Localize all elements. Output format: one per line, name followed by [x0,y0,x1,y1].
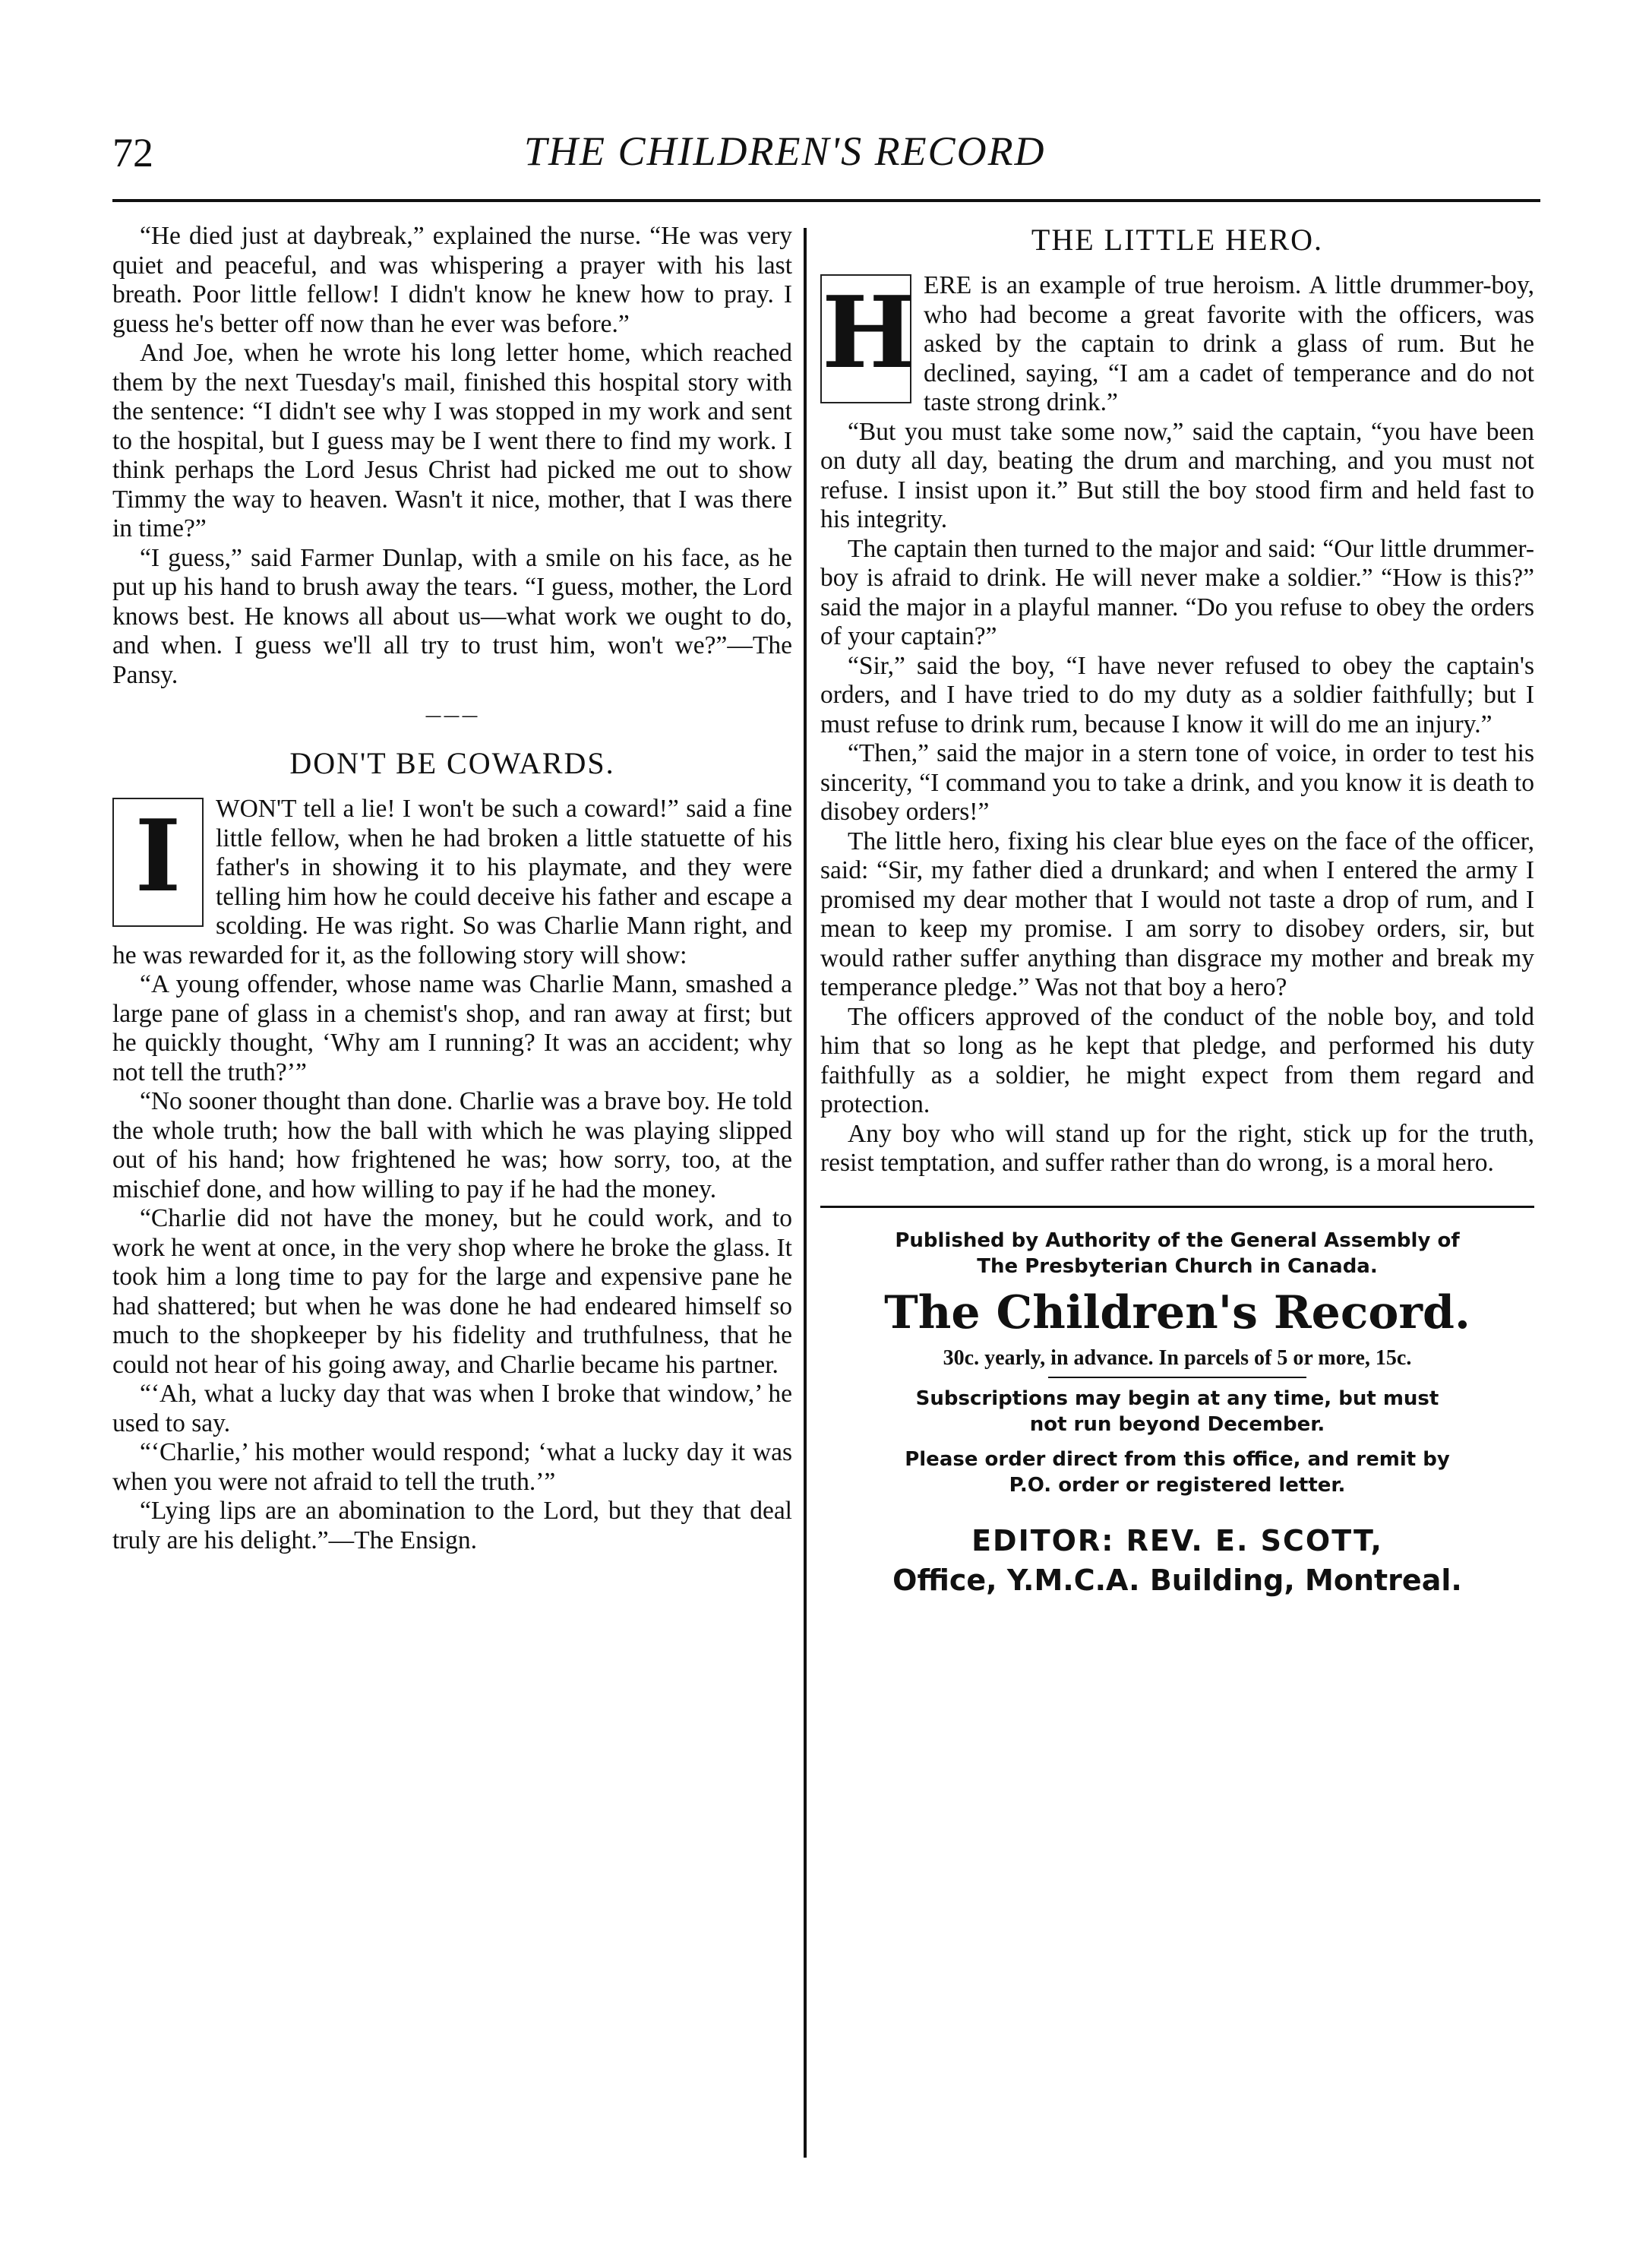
story2-paragraph-3: “No sooner thought than done. Charlie was a brave boy. He told the whole truth; how the ball with which he was playing slipped out of his hand; how frightened he was; how sorry, too, at the mischief done, and how willing to pay if he had the money. [112,1087,792,1203]
story3-paragraph-1: ERE is an example of true heroism. A little drummer-boy, who had become a great favorite with the officers, was asked by the captain to drink a glass of rum. But he declined, saying, “I am a cadet of temperance and do not taste strong drink.” [924,271,1534,416]
story-separator: ——— [425,707,480,726]
subscriptions-line-1: Subscriptions may begin at any time, but must [915,1387,1439,1410]
running-head: THE CHILDREN'S RECORD [524,128,1046,174]
story2-paragraph-6: “‘Charlie,’ his mother would respond; ‘what a lucky day it was when you were not afraid to tell the truth.’” [112,1438,792,1496]
story3-paragraph-7: The officers approved of the conduct of the noble boy, and told him that so long as he kept that pledge, and performed his duty faithfully as a soldier, he might expect from them regard and protection. [820,1002,1534,1118]
order-line-1: Please order direct from this office, and remit by [905,1447,1450,1471]
publisher-box [820,1228,1534,1600]
subscriptions-line-2: not run beyond December. [1029,1412,1325,1436]
story2-paragraph-2: “A young offender, whose name was Charlie Mann, smashed a large pane of glass in a chemist's shop, and ran away at first; but he quickly thought, ‘Why am I running? It was an accident; why not tell the truth?’” [112,970,792,1086]
story3-title: THE LITTLE HERO. [1031,223,1324,257]
story2-paragraph-7: “Lying lips are an abomination to the Lord, but they that deal truly are his delight.”—The Ensign. [112,1497,792,1554]
column-rule [804,228,807,2158]
order-line-2: P.O. order or registered letter. [1009,1473,1346,1497]
story2-dropcap [112,798,204,927]
publication-title: The Children's Record. [884,1285,1470,1339]
story3-paragraph-3: The captain then turned to the major and said: “Our little drummer-boy is afraid to drink. He will never make a soldier.” “How is this?” said the major in a playful manner. “Do you refuse to obey the orders of your captain?” [820,534,1534,650]
header-rule [112,199,1540,202]
publisher-line-1: Published by Authority of the General Assembly of [895,1228,1460,1252]
story3-paragraph-8: Any boy who will stand up for the right, stick up for the truth, resist temptation, and suffer rather than do wrong, is a moral hero. [820,1119,1534,1177]
story1-paragraph-2: And Joe, when he wrote his long letter home, which reached them by the next Tuesday's mail, finished this hospital story with the sentence: “I didn't see why I was stopped in my work and sent to the hospital, but I guess may be I went there to find my work. I think perhaps the Lord Jesus Christ had picked me out to show Timmy the way to heaven. Wasn't it nice, mother, that I was there in time?” [112,339,792,542]
dropcap-letter: H [822,274,915,391]
page-number: 72 [112,130,153,175]
story3-paragraph-2: “But you must take some now,” said the captain, “you have been on duty all day, beating the drum and marching, and you must not refuse. I insist upon it.” But still the boy stood firm and held fast to his integrity. [820,417,1534,533]
story3-paragraph-5: “Then,” said the major in a stern tone of voice, in order to test his sincerity, “I command you to take a drink, and you know it is death to disobey orders!” [820,739,1534,826]
story3-dropcap [820,274,915,403]
subscription-price: 30c. yearly, in advance. In parcels of 5 or more, 15c. [943,1345,1412,1370]
story1-paragraph-3: “I guess,” said Farmer Dunlap, with a smile on his face, as he put up his hand to brush away the tears. “I guess, mother, the Lord knows best. He knows all about us—what work we ought to do, and when. I guess we'll all try to trust him, won't we?”—The Pansy. [112,543,792,689]
dropcap-letter: I [134,798,182,914]
left-column [112,222,792,1555]
story1-paragraph-1: “He died just at daybreak,” explained the nurse. “He was very quiet and peaceful, and was whispering a prayer with his last breath. Poor little fellow! I didn't know he knew how to pray. I guess he's better off now than he ever was before.” [112,222,792,338]
story2-paragraph-1: WON'T tell a lie! I won't be such a coward!” said a fine little fellow, when he had broken a little statuette of his father's in showing it to his playmate, and they were telling him how he could deceive his father and escape a scolding. He was right. So was Charlie Mann right, and he was rewarded for it, as the following story will show: [112,795,792,969]
story3-paragraph-6: The little hero, fixing his clear blue eyes on the face of the officer, said: “Sir, my father died a drunkard; and when I entered the army I promised my dear mother that I would not taste a drop of rum, and I mean to keep my promise. I am sorry to disobey orders, sir, but would rather suffer anything than disgrace my mother and break my temperance pledge.” Was not that boy a hero? [820,827,1534,1001]
story2-paragraph-4: “Charlie did not have the money, but he could work, and to work he went at once, in the very shop where he broke the glass. It took him a long time to pay for the large and expensive pane he had shattered; but when he was done he had endeared himself so much to the shopkeeper by his fidelity and truthfulness, that he could not hear of his going away, and Charlie became his partner. [112,1204,792,1379]
story3-paragraph-4: “Sir,” said the boy, “I have never refused to obey the captain's orders, and I have tried to do my duty as a soldier faithfully; but I must refuse to drink rum, because I know it will do me an injury.” [820,651,1534,738]
publisher-mid-rule [1048,1377,1306,1378]
publisher-line-2: The Presbyterian Church in Canada. [977,1254,1378,1278]
office-line: Office, Y.M.C.A. Building, Montreal. [892,1563,1462,1597]
right-column [820,222,1534,1600]
editor-line: EDITOR: REV. E. SCOTT, [971,1523,1383,1557]
story2-paragraph-5: “‘Ah, what a lucky day that was when I broke that window,’ he used to say. [112,1380,792,1437]
story2-title: DON'T BE COWARDS. [289,746,615,780]
publisher-rule [820,1206,1534,1208]
